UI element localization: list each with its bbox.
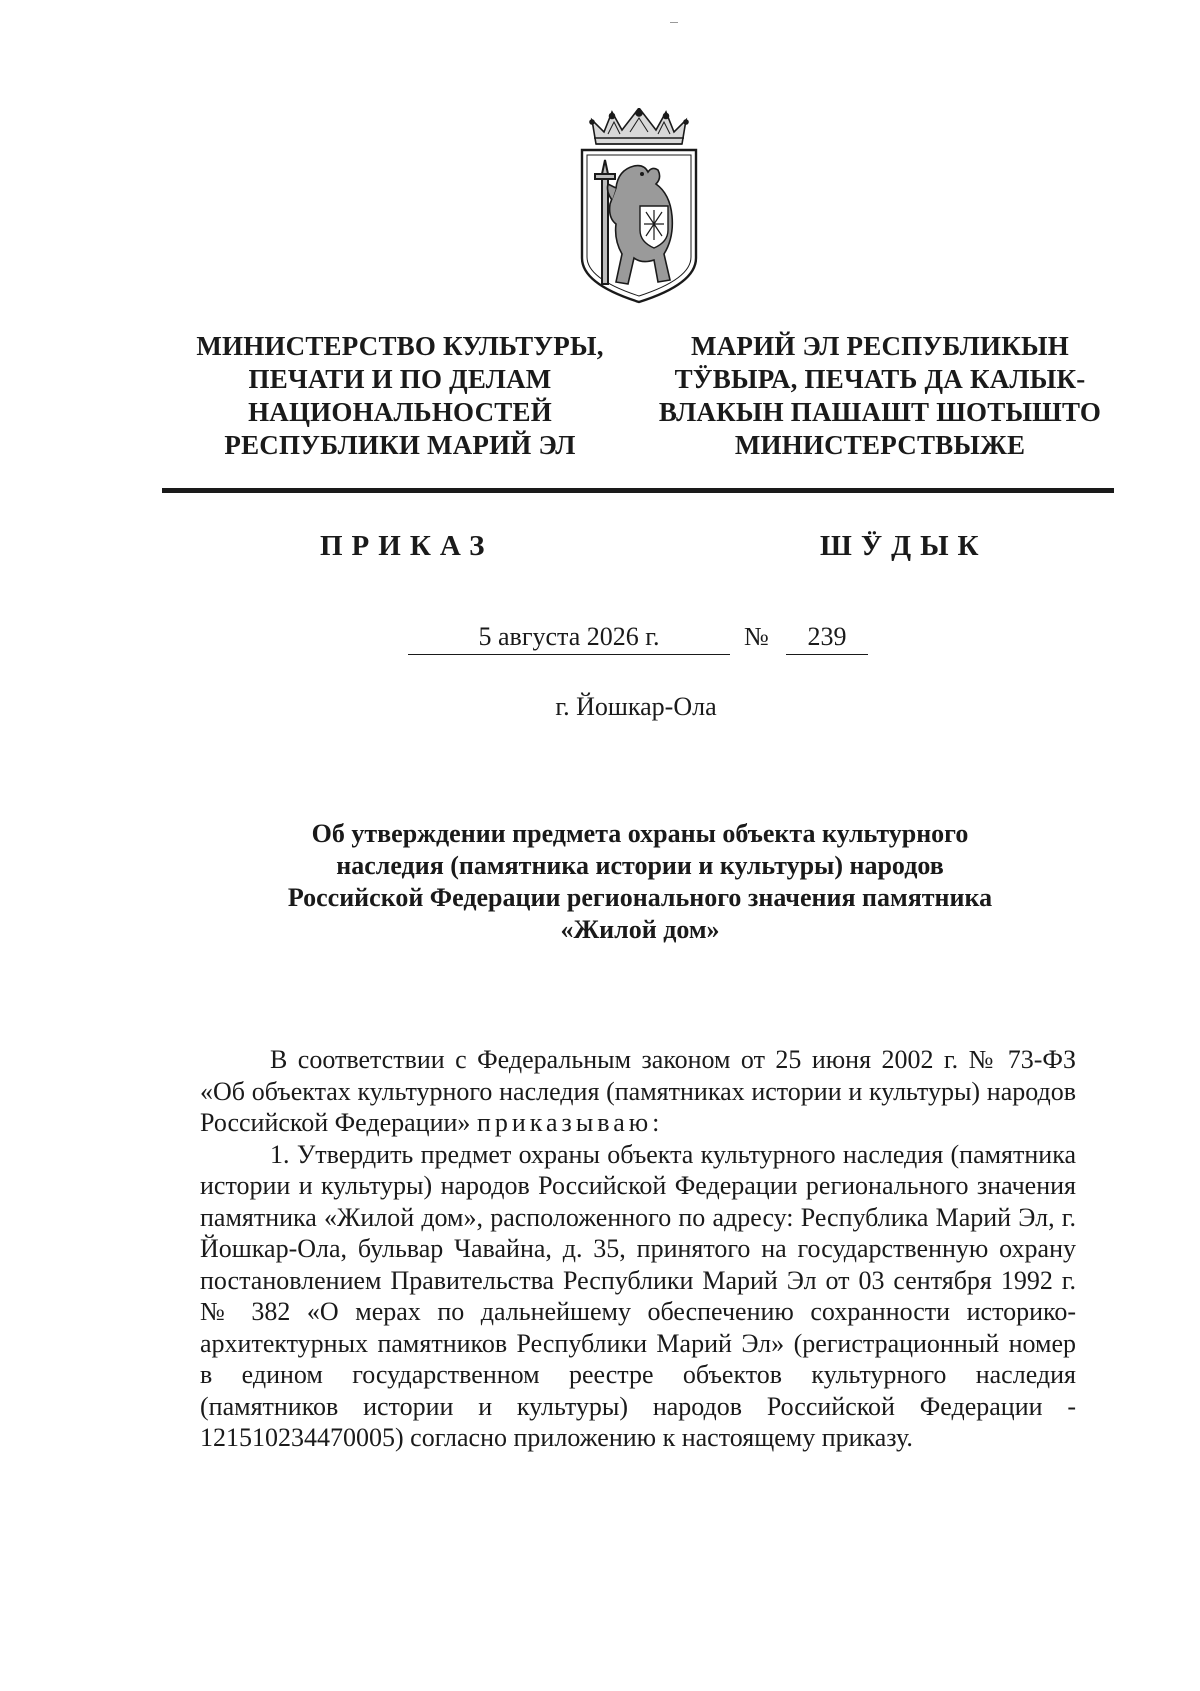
- ministry-name-mari: [640, 330, 1120, 462]
- order-date: 5 августа 2026 г.: [408, 622, 730, 655]
- title-line: Об утверждении предмета охраны объекта культурного: [311, 819, 969, 848]
- order-label-mari: ШӰДЫК: [820, 530, 988, 562]
- header-left-line: РЕСПУБЛИКИ МАРИЙ ЭЛ: [224, 430, 576, 460]
- body-paragraph-item-1: 1. Утвердить предмет охраны объекта культурного наследия (памятника истории и культуры) народов Российской Федерации регионального значения памятника «Жилой дом», расположенного по адресу: Республика Марий Эл, г. Йошкар-Ола, бульвар Чавайна, д. 35, принятого на государственную охрану постановлением Правительства Республики Марий Эл от 03 сентября 1992 г. № 382 «О мерах по дальнейшему обеспечению сохранности историко-архитектурных памятников Республики Марий Эл» (регистрационный номер в едином государственном реестре объектов культурного наследия (памятников истории и культуры) народов Российской Федерации - 121510234470005) согласно приложению к настоящему приказу.: [200, 1139, 1076, 1452]
- title-line: Российской Федерации регионального значения памятника: [287, 883, 993, 912]
- order-body: [200, 1044, 1076, 1454]
- header-right-line: ВЛАКЫН ПАШАШТ ШОТЫШТО: [658, 397, 1102, 427]
- number-sign: №: [744, 622, 769, 651]
- order-number: 239: [786, 622, 868, 655]
- header-left-line: МИНИСТЕРСТВО КУЛЬТУРЫ,: [196, 331, 604, 361]
- header-left-line: ПЕЧАТИ И ПО ДЕЛАМ: [248, 364, 552, 394]
- preamble-text: В соответствии с Федеральным законом от 25 июня 2002 г. № 73-ФЗ «Об объектах культурного наследия (памятниках истории и культуры) народов Российской Федерации»: [200, 1045, 1076, 1137]
- scan-mark: [670, 22, 678, 23]
- header-divider: [162, 488, 1114, 493]
- header-left-line: НАЦИОНАЛЬНОСТЕЙ: [248, 397, 552, 427]
- ministry-name-russian: [180, 330, 620, 462]
- title-line: «Жилой дом»: [560, 915, 720, 944]
- order-label-russian: ПРИКАЗ: [320, 530, 494, 562]
- order-verb: приказываю:: [476, 1108, 664, 1137]
- order-date-number-row: [408, 622, 868, 662]
- header-right-line: МАРИЙ ЭЛ РЕСПУБЛИКЫН: [691, 331, 1069, 361]
- coat-of-arms-mari-el-icon: [578, 108, 700, 304]
- header-right-line: МИНИСТЕРСТВЫЖЕ: [734, 430, 1026, 460]
- body-paragraph-preamble: [200, 1044, 1076, 1139]
- order-title: [200, 818, 1080, 946]
- header-right-line: ТӰВЫРА, ПЕЧАТЬ ДА КАЛЫК-: [674, 364, 1086, 394]
- order-city: г. Йошкар-Ола: [555, 692, 717, 721]
- title-line: наследия (памятника истории и культуры) народов: [336, 851, 944, 880]
